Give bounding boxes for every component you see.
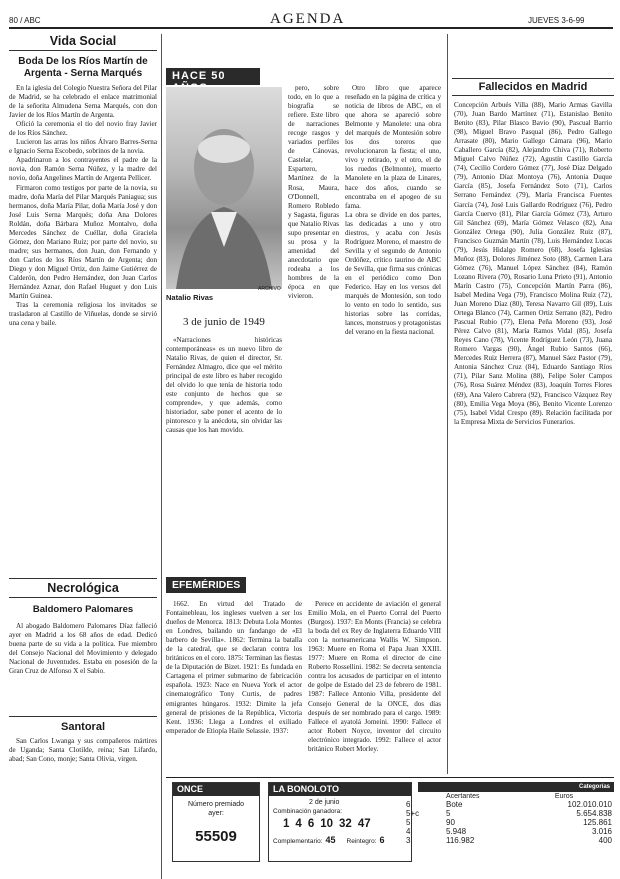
necrologica-title: Necrológica <box>9 578 157 598</box>
photo-credit: ARCHIVO <box>258 286 281 292</box>
category-cell: 6 <box>406 800 411 809</box>
obituary-text <box>9 622 157 712</box>
paragraph: San Carlos Lwanga y sus compañeros mártires de Uganda; Santa Clotilde, reina; San Lifardo, abad; San Cono, monje; Santa Olivia, virgen. <box>9 737 157 764</box>
wedding-article <box>9 84 157 520</box>
section-title: AGENDA <box>270 11 346 27</box>
paragraph: Tras la ceremonia religiosa los invitados se trasladaron al Castillo de Viñuelas, donde se sirvió una cena y baile. <box>9 301 157 328</box>
paragraph: 1662. En virtud del Tratado de Fontainebleau, los ingleses vuelven a ser los dueños de Menorca. 1813: Debuta Lola Montes en Londres, bailando un fandango de «El barbero de Sevilla». 1862: Termina la batalla de la catedral, que se declaran contra los británicos en el coro. 1875: Terminan las fiestas de la Diputación de Bizet. 1921: Es fundada en Cartagena el primer submarino de fabricación española. 1923: Nace en Nueva York el actor cinematográfico Tony Curtis, de padres emigrantes húngaros. 1932: Dimite la jefa general de prisiones de la República, Victoria Kent. 1936: Llega a Londres el exiliado emperador de Etiopía Haile Selassie. 1937: <box>166 600 302 735</box>
once-box <box>172 782 260 862</box>
reintegro-value: 6 <box>379 835 385 845</box>
santoral-title: Santoral <box>9 716 157 733</box>
paragraph: pero, sobre todo, en lo que a biografía se refiere. Este libro de narraciones recoge rasgos y variados perfiles de Cánovas, Castelar, Espartero, Martínez de la Rosa, Maura, O'Donnell, Romero Robledo y Sagasta, figuras que Natalio Rivas supo presentar en su prosa y la amenidad del anecdotario que rodeaba a los hombres de la época en que vivieron. <box>288 84 339 301</box>
table-row <box>404 827 614 836</box>
hace50-column-2 <box>288 84 339 560</box>
paragraph: «Narraciones históricas contemporáneas» es un nuevo libro de Natalio Rivas, de quien el director, Sr. Fernández Almagro, dice que «el mérito principal de este libro es haber recogido del olvido lo que tenía de historia todo este conjunto de hechos que se comprende», y que además, como historiador, sabe poner el acento de lo pintoresco y la anécdota, sin olvidar las causas que los han movido. <box>166 336 282 435</box>
table-row <box>404 836 614 845</box>
santoral-section <box>9 716 157 793</box>
natalio-rivas-photo <box>166 87 282 289</box>
paragraph: Perece en accidente de aviación el general Emilio Mola, en el Puerto Corral del Puerto (Burgos). 1937: En Monts (Francia) se celebra la boda del ex Rey de Inglaterra Eduardo VIII con la norteamericana Wallis W. Simpson. 1963: Muere en Roma el Papa Juan XXIII. 1977: Muere en Roma el director de cine Roberto Rossellini. 1982: Se decreta sentencia contra los acusados de participar en el intento de golpe de Estado del 23 de febrero de 1981. 1987: Fallece Antonio Villa, presidente del Consejo General de la ONCE, dos días después de ser nombrado para el cargo. 1989: Fallece el ayatolá Jomeini. 1990: Fallece el actor Robert Noyce, inventor del circuito electrónico integrado. 1992: Fallece el actor británico Robert Morley. <box>308 600 441 753</box>
photo-caption: Natalio Rivas <box>166 293 214 302</box>
paragraph: Lucieron las arras los niños Álvaro Barres-Serna e Ignacio Serna Escobedo, sobrinos de la novia. <box>9 138 157 156</box>
fallecidos-header <box>452 78 614 96</box>
combination-label: Combinación ganadora: <box>273 808 343 815</box>
prizes-table <box>404 782 614 862</box>
paragraph: Ofició la ceremonia el tío del novio fray Javier de los Ríos Sánchez. <box>9 120 157 138</box>
bonoloto-box <box>268 782 412 862</box>
efemerides-title: EFEMÉRIDES <box>166 577 246 593</box>
once-number: 55509 <box>195 828 237 845</box>
necrologica-section <box>9 578 157 712</box>
winning-numbers <box>283 818 411 830</box>
complementario-value: 45 <box>325 835 336 845</box>
table-row <box>404 818 614 827</box>
hace50-column-3 <box>345 84 441 560</box>
winning-number: 4 <box>295 818 302 830</box>
acertantes-cell: 5.948 <box>446 827 467 836</box>
euros-cell: 102.010.010 <box>567 800 612 809</box>
acertantes-cell: 116.982 <box>446 836 475 845</box>
lottery-rule <box>166 777 614 778</box>
extras-row <box>273 835 411 845</box>
column-divider <box>447 34 448 774</box>
prizes-head-row <box>404 793 614 800</box>
acertantes-cell: Bote <box>446 800 463 809</box>
column-divider <box>161 34 162 879</box>
euros-cell: 400 <box>598 836 612 845</box>
table-row <box>404 800 614 809</box>
paragraph: En la iglesia del Colegio Nuestra Señora del Pilar de Madrid, se ha celebrado el enlace matrimonial de la señorita Almudena Serna Marqués, con don Javier de los Ríos Martín de Argenta. <box>9 84 157 120</box>
deceased-name: Baldomero Palomares <box>32 604 134 615</box>
category-cell: 4 <box>406 827 411 836</box>
vida-social-title: Vida Social <box>9 34 157 51</box>
paragraph: Al abogado Baldomero Palomares Díaz falleció ayer en Madrid a los 68 años de edad. Dedicó buena parte de su vida a la política. Fue miembro del Consejo Nacional del Movimiento y delegado Nacional de Juventudes. Estaba en posesión de la Gran Cruz de Alfonso X el Sabio. <box>9 622 157 676</box>
once-label: Número premiado ayer: <box>187 801 245 817</box>
hace50-date: 3 de junio de 1949 <box>183 316 265 328</box>
acertantes-header: Acertantes <box>446 793 480 800</box>
paragraph: Firmaron como testigos por parte de la novia, su madre, doña María del Pilar Marqués Paniagua; sus hermanos, doña María Pilar, doña María José y don José Luis Serna Marqués; doña Ana Dolores Roldán, doña Bárbara Muñoz Montalvo, doña Mercedes Sánchez de Cuéllar, doña Graciela Gómez, don Mariano Ruiz; por parte del novio, su madre; sus hermanos, don Juan, don Fernando y don Carlos de los Ríos Martín de Argenta; don Diego y don Miguel Ortiz, don Jaime Gutiérrez de Calderón, don Pedro Hernández, don Juan Carlos Hernández Aznar, don Rafael Huguet y don Luis Martín Guinea. <box>9 183 157 301</box>
efemerides-column-2 <box>308 600 441 772</box>
euros-header: Euros <box>554 793 574 800</box>
hace50-column-1 <box>166 336 282 560</box>
category-cell: 5 <box>406 818 411 827</box>
winning-number: 47 <box>357 818 371 830</box>
portrait-illustration <box>166 87 282 289</box>
vida-social-section <box>9 34 157 520</box>
page-number: 80 / ABC <box>9 16 41 25</box>
table-row <box>404 809 614 818</box>
reintegro-label: Reintegro: <box>346 838 377 845</box>
issue-date: JUEVES 3-6-99 <box>528 16 585 25</box>
bonoloto-date: 2 de junio <box>309 799 340 806</box>
category-cell: 3 <box>406 836 411 845</box>
complementario-label: Complementario: <box>273 838 323 845</box>
euros-cell: 125.861 <box>583 818 612 827</box>
paragraph: Apadrinaron a los contrayentes el padre de la novia, don Ramón Serna Núñez, y la madre del novio, doña Angelines Martín de Argenta Pellicer. <box>9 156 157 183</box>
fallecidos-title: Fallecidos en Madrid <box>478 81 588 93</box>
euros-cell: 3.016 <box>591 827 612 836</box>
santoral-text <box>9 737 157 793</box>
category-cell: 5+c <box>406 809 420 818</box>
winning-number: 1 <box>283 818 290 830</box>
hace50-title: HACE 50 <box>166 68 260 85</box>
bonoloto-title: LA BONOLOTO <box>269 783 411 796</box>
header-rule <box>9 27 613 29</box>
paragraph: Otro libro que aparece reseñado en la página de crítica y noticia de libros de ABC, en el que ahora se apareció sobre Belmonte y Manolete: una obra del marqués de Montesión sobre los dos toreros que revolucionaron la fiesta; el uno, vivo y retirado, y el otro, el de los ruedos (Belmonte), muerto Manolete en la plaza de Linares, hace dos años, cuando se encontraba en el apogeo de su fama. La obra se divide en dos partes, las dedicadas a uno y otro diestros, y acaba con Jesús Rodríguez Moreno, el maestro de Sevilla y el segundo de Antonio Ordóñez, crítico taurino de ABC de Sevilla, que firma sus crónicas en el periódico como Don Federico. Hay en los versos del marqués de Montesión, son todo lo vento en todo lo sentido, sus historias sobre las corridas, lances, monstruos y protagonistas del verano en la fiesta nacional. <box>345 84 441 337</box>
wedding-headline: Boda De los Ríos Martín de Argenta - Serna Marqués <box>18 56 148 79</box>
winning-number: 32 <box>339 818 352 830</box>
fallecidos-list <box>454 101 612 773</box>
efemerides-column-1 <box>166 600 302 772</box>
once-title: ONCE <box>173 783 259 796</box>
winning-number: 6 <box>307 818 315 830</box>
acertantes-cell: 90 <box>446 818 455 827</box>
prizes-header: Categorías <box>418 782 614 792</box>
prizes-grid <box>404 793 614 845</box>
euros-cell: 5.654.838 <box>576 809 612 818</box>
acertantes-cell: 5 <box>446 809 451 818</box>
winning-number: 10 <box>320 818 334 830</box>
paragraph: Concepción Arbués Villa (88), Mario Armas Gavilla (70), Juan Bardo Martínez (71), Estanislao Benito Benito (83), Pilar Blasco Bavio (90), Pascual Barrio (98), Miguel Bravo Pasqual (86), Pedro Gallego Arrasate (80), Mario Gallego Cámara (96), Mario Caballero García (82), Alejandro Chiva (71), Roberto Miguel Calvo Núñez (72), Agustín Castillo García (74), Cecilio Cordero Gómez (77), José Díaz Delgado (79), Antonio Díaz Montoya (76), Antonia Duque García (85), Josefa Fernández Soto (71), Carlos Serrano Fernández (79), María Francisca Fuentes García (74), José Luis Gallardo Rodríguez (76), Pedro García Cuervo (81), Pilar García Gómez (73), Arturo Gil Sánchez (69), María Gómez Velasco (82), Ana González Ortega (90), Julia González Ruiz (87), Francisco Guzmán Martín (78), Luis Hernández Lucas (79), Jesús Hidalgo Romero (68), Josefa Iglesias Muñoz (83), Dolores Jiménez Soto (88), Carmen Lara Gómez (76), Manuel López Sánchez (84), Ramón Lozano Rivera (70), Rosario Luna Prieto (91), Antonio Marín Castro (75), Concepción Martín Parra (86), Isabel Medina Vega (79), Francisco Molina Ruiz (72), Juan Moreno Díaz (80), Teresa Navarro Gil (89), Luis Ortega Blanco (74), Carmen Ortiz Serrano (82), Pedro Pascual Rubio (77), Elena Peña Moreno (93), José Pérez Calvo (81), María Ramos Vidal (85), Josefa Reyes Cano (78), Vicente Rodríguez León (73), Juana Romero Vargas (90), Ángel Rubio Santos (66), Mercedes Ruiz Herrera (87), Manuel Sáez Pastor (79), Antonia Sánchez Cruz (84), Eduardo Santiago Ríos (71), Pilar Sanz Molina (88), Felipe Soler Campos (76), Rosa Suárez Méndez (83), Joaquín Torres Flores (69), Ana Valero Cabrera (92), Francisco Vázquez Rey (80), Emilia Vega Moya (86), Benito Vicente Lorenzo (75), Isabel Vidal Crespo (89). Relación facilitada por la Empresa Mixta de Servicios Funerarios. <box>454 101 612 426</box>
